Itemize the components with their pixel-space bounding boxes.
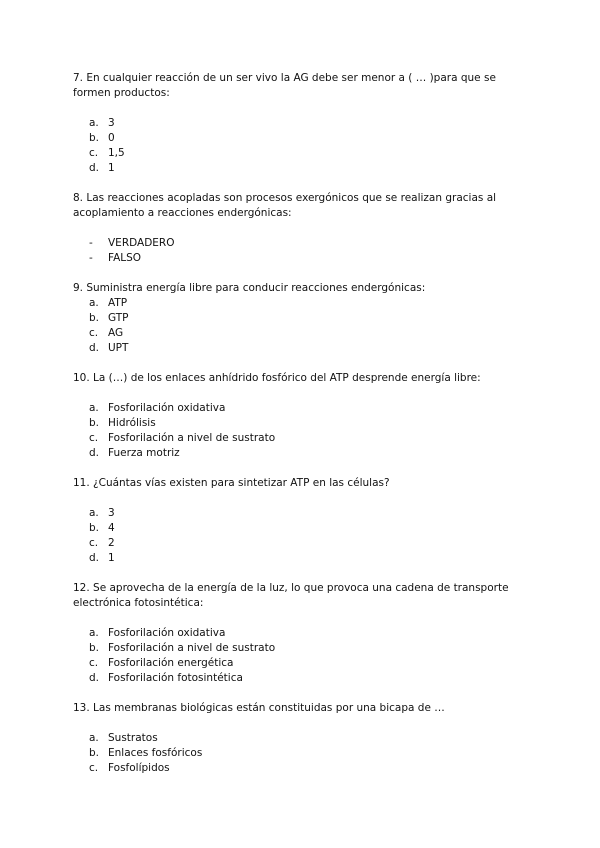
- option-item: [73, 236, 533, 251]
- option-text: Fosfolípidos: [108, 762, 170, 774]
- option-marker: a.: [89, 732, 99, 744]
- option-item: [73, 446, 533, 461]
- question-text: 13. Las membranas biológicas están constituidas por una bicapa de …: [73, 702, 445, 714]
- option-item: [73, 161, 533, 176]
- option-marker: a.: [89, 627, 99, 639]
- option-item: [73, 146, 533, 161]
- option-marker: c.: [89, 762, 99, 774]
- question-10: [73, 371, 533, 461]
- option-text: 1,5: [108, 147, 125, 159]
- option-marker: b.: [89, 417, 100, 429]
- option-item: [73, 326, 533, 341]
- option-text: Fosforilación oxidativa: [108, 402, 226, 414]
- option-text: 1: [108, 552, 115, 564]
- question-text: 12. Se aprovecha de la energía de la luz, lo que provoca una cadena de transporte electrónica fotosintética:: [73, 582, 509, 609]
- option-marker: b.: [89, 747, 100, 759]
- option-marker: c.: [89, 147, 99, 159]
- option-marker: d.: [89, 552, 100, 564]
- option-marker: a.: [89, 117, 99, 129]
- option-marker: c.: [89, 657, 99, 669]
- option-item: [73, 131, 533, 146]
- option-item: [73, 551, 533, 566]
- question-text: 7. En cualquier reacción de un ser vivo la AG debe ser menor a ( … )para que se formen productos:: [73, 72, 496, 99]
- option-marker: c.: [89, 537, 99, 549]
- option-text: Sustratos: [108, 732, 158, 744]
- question-text: 9. Suministra energía libre para conducir reacciones endergónicas:: [73, 282, 426, 294]
- option-text: UPT: [108, 342, 129, 354]
- option-marker: d.: [89, 447, 100, 459]
- option-text: 3: [108, 117, 115, 129]
- option-text: 1: [108, 162, 115, 174]
- option-marker: a.: [89, 297, 99, 309]
- option-item: [73, 671, 533, 686]
- question-text: 10. La (…) de los enlaces anhídrido fosfórico del ATP desprende energía libre:: [73, 372, 481, 384]
- option-item: [73, 311, 533, 326]
- option-item: [73, 506, 533, 521]
- option-item: [73, 761, 533, 776]
- option-item: [73, 251, 533, 266]
- option-item: [73, 296, 533, 311]
- option-text: Fosforilación oxidativa: [108, 627, 226, 639]
- option-marker: a.: [89, 402, 99, 414]
- option-marker: d.: [89, 162, 100, 174]
- option-marker: d.: [89, 672, 100, 684]
- option-item: [73, 401, 533, 416]
- option-item: [73, 641, 533, 656]
- question-text: 8. Las reacciones acopladas son procesos exergónicos que se realizan gracias al acoplamiento a reacciones endergónicas:: [73, 192, 497, 219]
- option-list: [73, 731, 533, 776]
- option-item: [73, 521, 533, 536]
- option-marker: b.: [89, 522, 100, 534]
- option-list: [73, 506, 533, 566]
- option-list: [73, 236, 533, 266]
- option-marker: a.: [89, 507, 99, 519]
- question-13: [73, 701, 533, 776]
- option-text: Fosforilación energética: [108, 657, 234, 669]
- option-item: [73, 431, 533, 446]
- option-marker: c.: [89, 432, 99, 444]
- option-list: [73, 401, 533, 461]
- option-text: FALSO: [108, 252, 142, 264]
- question-9: [73, 281, 533, 356]
- option-item: [73, 656, 533, 671]
- option-item: [73, 416, 533, 431]
- option-text: GTP: [108, 312, 129, 324]
- option-marker: b.: [89, 642, 100, 654]
- question-12: [73, 581, 533, 686]
- option-text: VERDADERO: [108, 237, 175, 249]
- option-item: [73, 536, 533, 551]
- option-marker: c.: [89, 327, 99, 339]
- question-8: [73, 191, 533, 266]
- option-marker: -: [89, 237, 93, 249]
- option-text: Fosforilación fotosintética: [108, 672, 243, 684]
- option-list: [73, 626, 533, 686]
- option-text: Enlaces fosfóricos: [108, 747, 203, 759]
- question-text: 11. ¿Cuántas vías existen para sintetizar ATP en las células?: [73, 477, 390, 489]
- option-item: [73, 746, 533, 761]
- option-marker: b.: [89, 312, 100, 324]
- option-item: [73, 626, 533, 641]
- option-list: [73, 296, 533, 356]
- option-text: 3: [108, 507, 115, 519]
- option-text: Fosforilación a nivel de sustrato: [108, 432, 276, 444]
- option-list: [73, 116, 533, 176]
- question-7: [73, 71, 533, 176]
- option-text: Fosforilación a nivel de sustrato: [108, 642, 276, 654]
- option-text: Fuerza motriz: [108, 447, 180, 459]
- option-item: [73, 116, 533, 131]
- option-marker: b.: [89, 132, 100, 144]
- option-text: AG: [108, 327, 124, 339]
- option-text: 4: [108, 522, 115, 534]
- option-marker: -: [89, 252, 93, 264]
- option-text: 0: [108, 132, 115, 144]
- document-page: [73, 71, 533, 776]
- option-text: Hidrólisis: [108, 417, 156, 429]
- option-item: [73, 731, 533, 746]
- option-item: [73, 341, 533, 356]
- question-11: [73, 476, 533, 566]
- option-text: ATP: [108, 297, 128, 309]
- option-marker: d.: [89, 342, 100, 354]
- option-text: 2: [108, 537, 115, 549]
